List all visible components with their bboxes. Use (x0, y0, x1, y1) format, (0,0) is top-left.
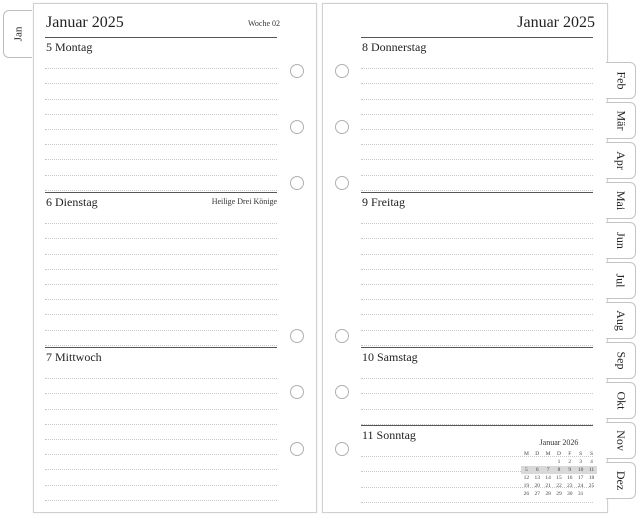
writing-lines[interactable] (361, 364, 593, 425)
mini-calendar-day: 14 (545, 475, 551, 481)
writing-line[interactable] (45, 69, 277, 84)
mini-calendar-day: 31 (577, 491, 584, 497)
day-label: 5 Montag (46, 40, 93, 54)
mini-calendar-title: Januar 2026 (539, 438, 579, 447)
writing-line[interactable] (45, 255, 277, 270)
mini-calendar-day: 4 (590, 459, 593, 465)
mini-calendar-day: 17 (577, 475, 584, 481)
writing-line[interactable] (361, 300, 593, 315)
mini-calendar-day: 3 (579, 459, 583, 465)
tab-month-label: Apr (613, 151, 628, 170)
mini-calendar-weekday: D (556, 451, 561, 457)
writing-line[interactable] (361, 54, 593, 69)
tab-month[interactable] (606, 462, 636, 499)
mini-calendar-day: 7 (543, 466, 554, 474)
binder-hole (335, 385, 349, 399)
writing-line[interactable] (45, 486, 277, 501)
mini-calendar-weekday: S (590, 451, 594, 457)
tab-month-label: Nov (613, 430, 628, 451)
mini-calendar-day: 16 (567, 475, 573, 481)
mini-calendar-weekday: F (568, 451, 572, 457)
tab-month-label: Mai (614, 190, 628, 211)
writing-line[interactable] (361, 100, 593, 115)
tab-jan[interactable] (3, 10, 32, 58)
writing-line[interactable] (361, 209, 593, 224)
binder-hole (290, 329, 304, 343)
mini-calendar-day: 21 (545, 483, 551, 489)
mini-calendar-week (521, 474, 597, 482)
mini-calendar-day: 1 (557, 459, 561, 465)
mini-calendar-day: 23 (567, 483, 573, 489)
tab-month-label: Aug (613, 310, 628, 331)
writing-line[interactable] (361, 331, 593, 346)
writing-line[interactable] (45, 145, 277, 160)
day-header (45, 347, 277, 364)
binder-hole (290, 385, 304, 399)
day-header (361, 192, 593, 209)
tab-month-label: Mär (614, 110, 628, 131)
writing-line[interactable] (45, 315, 277, 330)
day-monday[interactable] (45, 37, 277, 191)
writing-lines[interactable] (45, 209, 277, 346)
day-label: 7 Mittwoch (46, 350, 102, 364)
right-page-title: Januar 2025 (517, 14, 595, 31)
writing-line[interactable] (45, 130, 277, 145)
mini-calendar-day: 12 (523, 475, 530, 481)
mini-calendar-weekday: D (535, 451, 540, 457)
writing-line[interactable] (361, 130, 593, 145)
day-header (361, 347, 593, 364)
day-tuesday[interactable] (45, 192, 277, 346)
month-tabs (606, 62, 636, 502)
writing-line[interactable] (45, 394, 277, 409)
tab-month[interactable] (606, 142, 636, 179)
tab-month-label: Sep (614, 351, 628, 370)
writing-lines[interactable] (361, 209, 593, 346)
mini-calendar-day: 8 (554, 466, 565, 474)
day-thursday[interactable] (361, 37, 593, 191)
writing-line[interactable] (361, 270, 593, 285)
day-header (361, 37, 593, 54)
writing-line[interactable] (361, 315, 593, 330)
writing-line[interactable] (45, 224, 277, 239)
tab-month-label: Feb (614, 71, 628, 90)
mini-calendar-weekday: S (579, 451, 583, 457)
mini-calendar-day (586, 490, 597, 498)
week-label: Woche 02 (247, 19, 280, 28)
day-label: 11 Sonntag (362, 428, 416, 442)
tab-month-label: Okt (614, 391, 628, 410)
mini-calendar-week (521, 490, 597, 498)
mini-calendar-day: 27 (534, 491, 541, 497)
mini-calendar-day: 2 (568, 459, 572, 465)
day-label: 10 Samstag (362, 350, 418, 364)
binder-hole (335, 176, 349, 190)
tab-month[interactable] (606, 422, 636, 459)
mini-calendar-day: 9 (564, 466, 575, 474)
day-wednesday[interactable] (45, 347, 277, 501)
mini-calendar-day: 19 (523, 483, 530, 489)
writing-line[interactable] (45, 410, 277, 425)
mini-calendar-day: 24 (577, 483, 584, 489)
tab-month[interactable] (606, 382, 636, 419)
writing-line[interactable] (361, 379, 593, 394)
mini-calendar-day: 5 (521, 466, 532, 474)
writing-line[interactable] (45, 470, 277, 485)
day-friday[interactable] (361, 192, 593, 346)
day-label: 6 Dienstag (46, 195, 98, 209)
tab-month[interactable] (606, 302, 636, 339)
mini-calendar (521, 438, 597, 498)
writing-lines[interactable] (361, 54, 593, 191)
tab-month[interactable] (606, 62, 636, 99)
tab-month[interactable] (606, 262, 636, 299)
writing-line[interactable] (361, 364, 593, 379)
tab-month-label: Dez (613, 470, 628, 491)
writing-line[interactable] (361, 69, 593, 84)
mini-calendar-day: 10 (575, 466, 586, 474)
tab-month[interactable] (606, 342, 636, 379)
binder-hole (335, 442, 349, 456)
writing-line[interactable] (45, 300, 277, 315)
mini-calendar-day: 13 (534, 475, 541, 481)
mini-calendar-day: 22 (556, 483, 562, 489)
writing-line[interactable] (45, 115, 277, 130)
tab-month[interactable] (606, 102, 636, 139)
mini-calendar-weekday: M (523, 451, 529, 457)
writing-line[interactable] (45, 379, 277, 394)
writing-line[interactable] (45, 364, 277, 379)
writing-line[interactable] (45, 425, 277, 440)
tab-jan-label: Jan (11, 26, 24, 42)
mini-calendar-day (543, 458, 554, 466)
writing-line[interactable] (45, 209, 277, 224)
binder-hole (335, 120, 349, 134)
mini-calendar-day: 26 (523, 491, 530, 497)
writing-line[interactable] (45, 176, 277, 191)
writing-line[interactable] (361, 224, 593, 239)
writing-line[interactable] (45, 440, 277, 455)
day-saturday[interactable] (361, 347, 593, 425)
writing-line[interactable] (361, 394, 593, 409)
writing-line[interactable] (361, 285, 593, 300)
tab-month[interactable] (606, 222, 636, 259)
writing-line[interactable] (45, 331, 277, 346)
mini-calendar-day: 29 (556, 491, 562, 497)
binder-hole (290, 120, 304, 134)
writing-line[interactable] (45, 455, 277, 470)
writing-line[interactable] (45, 160, 277, 175)
day-header (45, 192, 277, 209)
binder-hole (335, 64, 349, 78)
day-label: 9 Freitag (362, 195, 405, 209)
writing-line[interactable] (45, 239, 277, 254)
writing-lines[interactable] (45, 364, 277, 501)
day-label: 8 Donnerstag (362, 40, 427, 54)
writing-line[interactable] (361, 410, 593, 425)
mini-calendar-day: 15 (556, 475, 562, 481)
tab-month-label: Jul (613, 273, 628, 288)
writing-line[interactable] (45, 84, 277, 99)
binder-hole (290, 64, 304, 78)
tab-month-label: Jun (613, 232, 628, 249)
writing-line[interactable] (361, 176, 593, 191)
mini-calendar-day: 30 (567, 491, 573, 497)
binder-hole (290, 442, 304, 456)
writing-line[interactable] (45, 54, 277, 69)
mini-calendar-day (521, 458, 532, 466)
writing-line[interactable] (361, 255, 593, 270)
writing-lines[interactable] (45, 54, 277, 191)
mini-calendar-weekdays (521, 450, 597, 458)
binder-hole (290, 176, 304, 190)
writing-line[interactable] (361, 145, 593, 160)
mini-calendar-week (521, 458, 597, 466)
mini-calendar-day: 20 (534, 483, 541, 489)
binder-hole (335, 329, 349, 343)
holiday-label: Heilige Drei Könige (211, 197, 277, 206)
mini-calendar-day: 25 (588, 483, 595, 489)
left-page-title: Januar 2025 (46, 14, 124, 31)
right-page (322, 3, 608, 513)
mini-calendar-day: 28 (545, 491, 551, 497)
tab-month[interactable] (606, 182, 636, 219)
mini-calendar-grid (521, 450, 597, 498)
day-header (45, 37, 277, 54)
mini-calendar-day: 11 (586, 466, 597, 474)
writing-line[interactable] (45, 100, 277, 115)
mini-calendar-week (521, 466, 597, 474)
writing-line[interactable] (45, 285, 277, 300)
mini-calendar-day: 18 (588, 475, 595, 481)
writing-line[interactable] (45, 270, 277, 285)
writing-line[interactable] (361, 115, 593, 130)
mini-calendar-day: 6 (532, 466, 543, 474)
writing-line[interactable] (361, 84, 593, 99)
mini-calendar-day (532, 458, 543, 466)
mini-calendar-weekday: M (545, 451, 551, 457)
writing-line[interactable] (361, 239, 593, 254)
writing-line[interactable] (361, 160, 593, 175)
mini-calendar-week (521, 482, 597, 490)
left-page (33, 3, 317, 513)
